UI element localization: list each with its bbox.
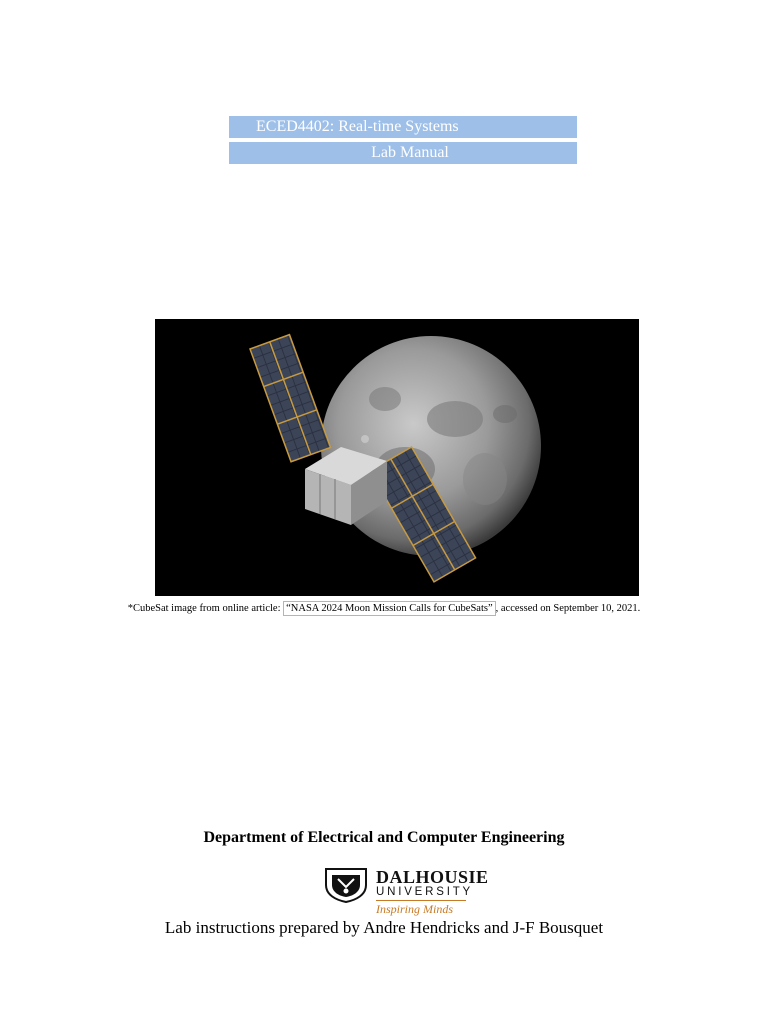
cubesat-moon-image bbox=[155, 319, 639, 596]
logo-tagline: Inspiring Minds bbox=[376, 902, 454, 916]
document-subtitle: Lab Manual bbox=[229, 142, 577, 164]
logo-word-university: UNIVERSITY bbox=[376, 886, 474, 898]
caption-prefix: *CubeSat image from online article: bbox=[127, 603, 284, 614]
logo-divider bbox=[376, 900, 466, 901]
caption-suffix: , accessed on September 10, 2021. bbox=[495, 603, 641, 614]
department-name: Department of Electrical and Computer Engineering bbox=[203, 829, 565, 846]
image-caption bbox=[0, 601, 768, 616]
document-title: ECED4402: Real-time Systems bbox=[229, 116, 577, 138]
crest-icon bbox=[324, 867, 368, 903]
credits-line: Lab instructions prepared by Andre Hendricks and J-F Bousquet bbox=[164, 918, 604, 937]
article-link[interactable]: “NASA 2024 Moon Mission Calls for CubeSats” bbox=[283, 601, 496, 616]
logo-word-dalhousie: DALHOUSIE bbox=[376, 867, 489, 887]
dalhousie-logo bbox=[324, 867, 489, 919]
